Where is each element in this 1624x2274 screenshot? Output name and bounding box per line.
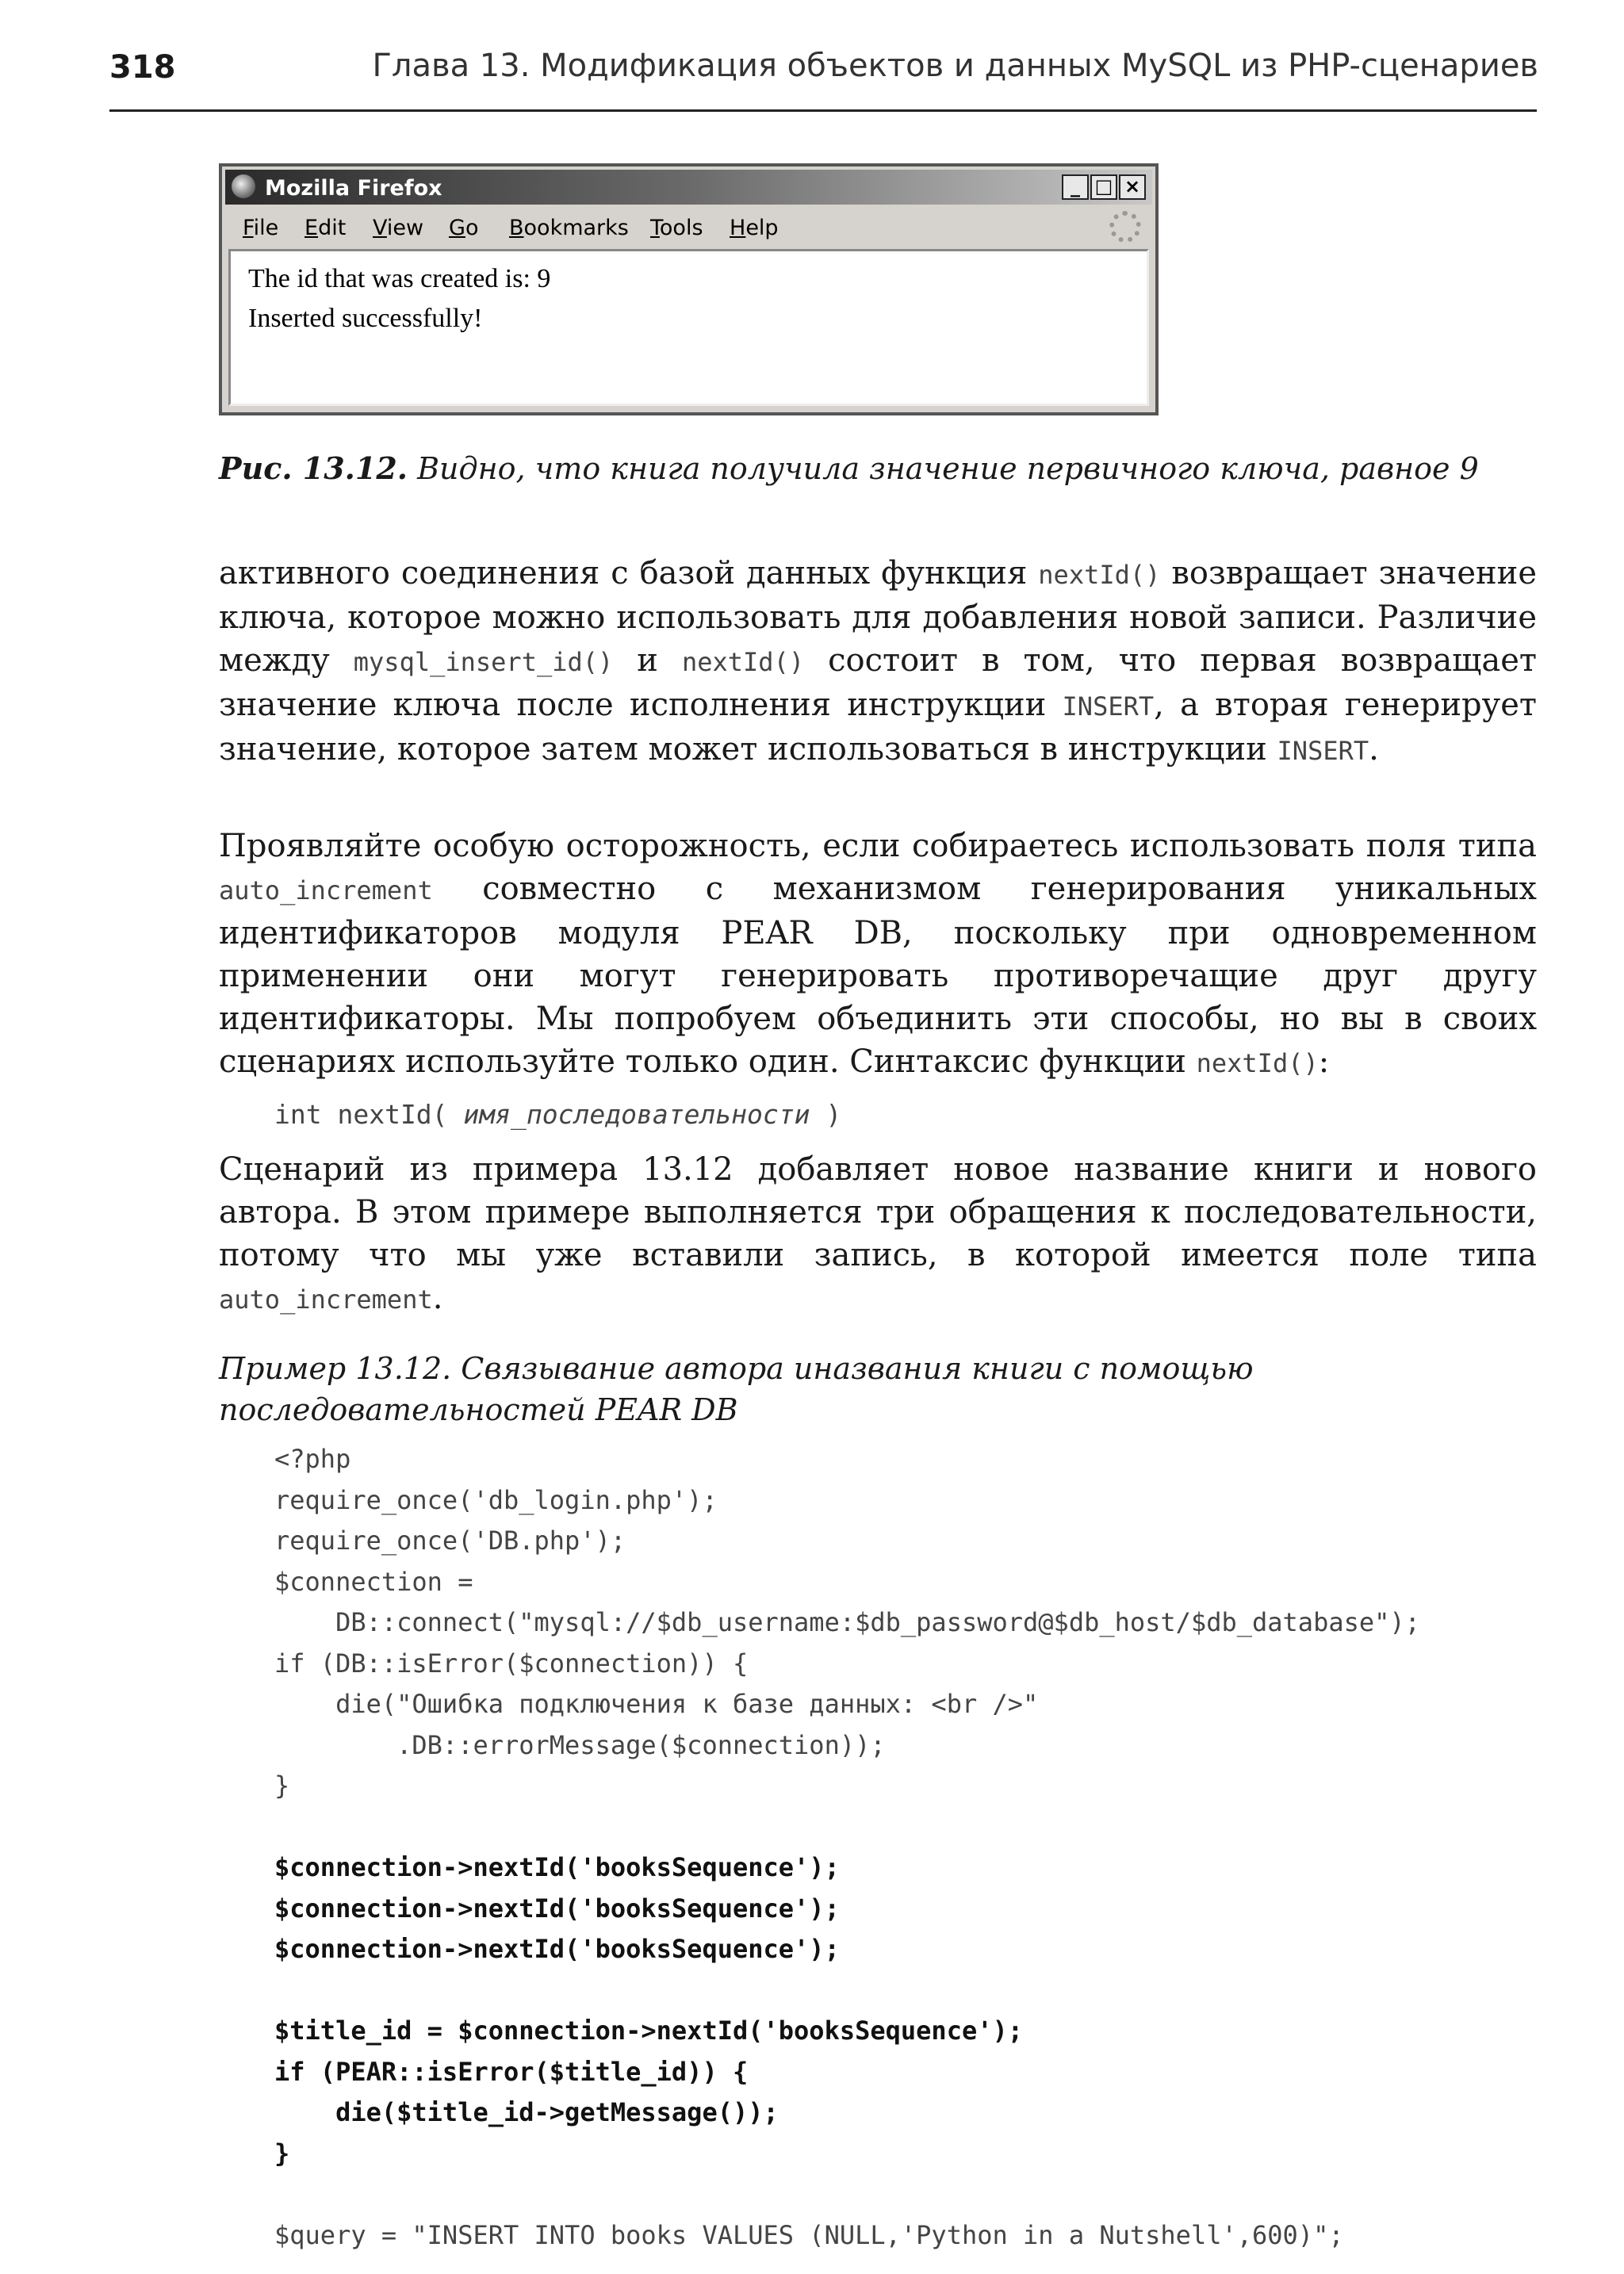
code-line: die($title_id->getMessage()); (274, 2097, 779, 2127)
paragraph-text: и (613, 642, 682, 679)
figure-caption (219, 450, 1479, 486)
browser-title-bar (225, 170, 1152, 205)
browser-text-line: Inserted successfully! (248, 304, 483, 333)
maximize-icon[interactable]: □ (1090, 174, 1117, 200)
code-line: .DB::errorMessage($connection)); (274, 1729, 886, 1760)
code-line: $connection = (274, 1566, 473, 1597)
header-rule (109, 109, 1537, 112)
paragraph-text: совместно с механизмом генерирования уникальных идентификаторов модуля PEAR DB, поскольку при одновременном применении они могут генерировать противоречащие друг другу идентификаторы. Мы попробуем объединить эти способы, но вы в своих сценариях используйте только один. Синтаксис функции (219, 871, 1537, 1080)
paragraph-text: Сценарий из примера 13.12 добавляет новое название книги и нового автора. В этом примере выполняется три обращения к последовательности, потому что мы уже вставили запись, в которой имеется поле типа (219, 1151, 1537, 1273)
menu-item-bookmarks[interactable]: Bookmarks (509, 216, 629, 240)
code-line: <?php (274, 1444, 351, 1474)
code-line: $connection->nextId('booksSequence'); (274, 1934, 840, 1964)
code-listing (274, 1439, 1420, 2256)
inline-code: nextId() (681, 647, 805, 677)
menu-item-file[interactable]: File (243, 216, 279, 240)
figure-caption-text: Видно, что книга получила значение первичного ключа, равное 9 (408, 451, 1479, 486)
code-line: } (274, 2138, 290, 2169)
firefox-logo-icon (232, 174, 255, 198)
inline-code: auto_increment (219, 875, 433, 905)
inline-code: INSERT (1062, 691, 1155, 722)
code-line: $query = "INSERT INTO books VALUES (NULL,'Python in a Nutshell',600)"; (274, 2219, 1344, 2250)
body-paragraph (219, 825, 1537, 1085)
page-number: 318 (109, 49, 176, 86)
code-line: die("Ошибка подключения к базе данных: <br />" (274, 1689, 1039, 1719)
inline-code: INSERT (1277, 736, 1369, 766)
browser-text-line: The id that was created is: 9 (248, 264, 551, 293)
code-line: } (274, 1771, 290, 1801)
close-icon[interactable]: × (1119, 174, 1146, 200)
browser-window-figure (219, 163, 1159, 415)
inline-code: auto_increment (219, 1284, 433, 1315)
menu-item-view[interactable]: View (373, 216, 424, 240)
inline-code: nextId() (1196, 1048, 1319, 1078)
throbber-icon (1109, 211, 1141, 243)
code-line: $title_id = $connection->nextId('booksSequence'); (274, 2016, 1024, 2046)
code-line: $connection->nextId('booksSequence'); (274, 1893, 840, 1924)
menu-item-edit[interactable]: Edit (304, 216, 347, 240)
body-paragraph (219, 1148, 1537, 1321)
paragraph-text: состоит в том, что первая возвращает значение ключа после исполнения инструкции (219, 642, 1538, 723)
code-line: if (PEAR::isError($title_id)) { (274, 2056, 749, 2087)
paragraph-text: , а вторая генерирует значение, которое затем может использоваться в инструкции (219, 687, 1537, 768)
menu-item-go[interactable]: Go (449, 216, 479, 240)
paragraph-text: . (1369, 731, 1379, 768)
running-header: Глава 13. Модификация объектов и данных MySQL из PHP-сценариев (372, 48, 1538, 84)
paragraph-text: . (432, 1280, 443, 1316)
inline-code: mysql_insert_id() (353, 647, 614, 677)
code-line: if (DB::isError($connection)) { (274, 1648, 749, 1679)
inline-code: nextId() (1038, 560, 1161, 590)
body-paragraph (219, 552, 1537, 772)
paragraph-text: возвращает значение ключа, которое можно использовать для добавления новой записи. Различие между (219, 555, 1537, 679)
browser-content-area (228, 249, 1149, 406)
paragraph-text: : (1318, 1043, 1330, 1080)
paragraph-text: активного соединения с базой данных функция (219, 555, 1039, 591)
code-line: require_once('DB.php'); (274, 1526, 626, 1556)
menu-item-help[interactable]: Help (730, 216, 779, 240)
syntax-line: int nextId( имя_последовательности ) (274, 1099, 842, 1130)
code-line: require_once('db_login.php'); (274, 1484, 718, 1515)
syntax-parameter: имя_последовательности (463, 1099, 810, 1130)
browser-menu-bar (225, 208, 1152, 247)
minimize-icon[interactable]: _ (1062, 174, 1089, 200)
browser-window-title: Mozilla Firefox (265, 176, 442, 201)
menu-item-tools[interactable]: Tools (650, 216, 703, 240)
code-line: DB::connect("mysql://$db_username:$db_password@$db_host/$db_database"); (274, 1607, 1420, 1637)
code-line: $connection->nextId('booksSequence'); (274, 1852, 840, 1882)
example-caption: Пример 13.12. Связывание автора иназвания книги с помощью последовательностей PEAR DB (219, 1351, 1254, 1427)
paragraph-text: Проявляйте особую осторожность, если собираетесь использовать поля типа (219, 828, 1537, 864)
figure-caption-label: Рис. 13.12. (219, 450, 408, 486)
